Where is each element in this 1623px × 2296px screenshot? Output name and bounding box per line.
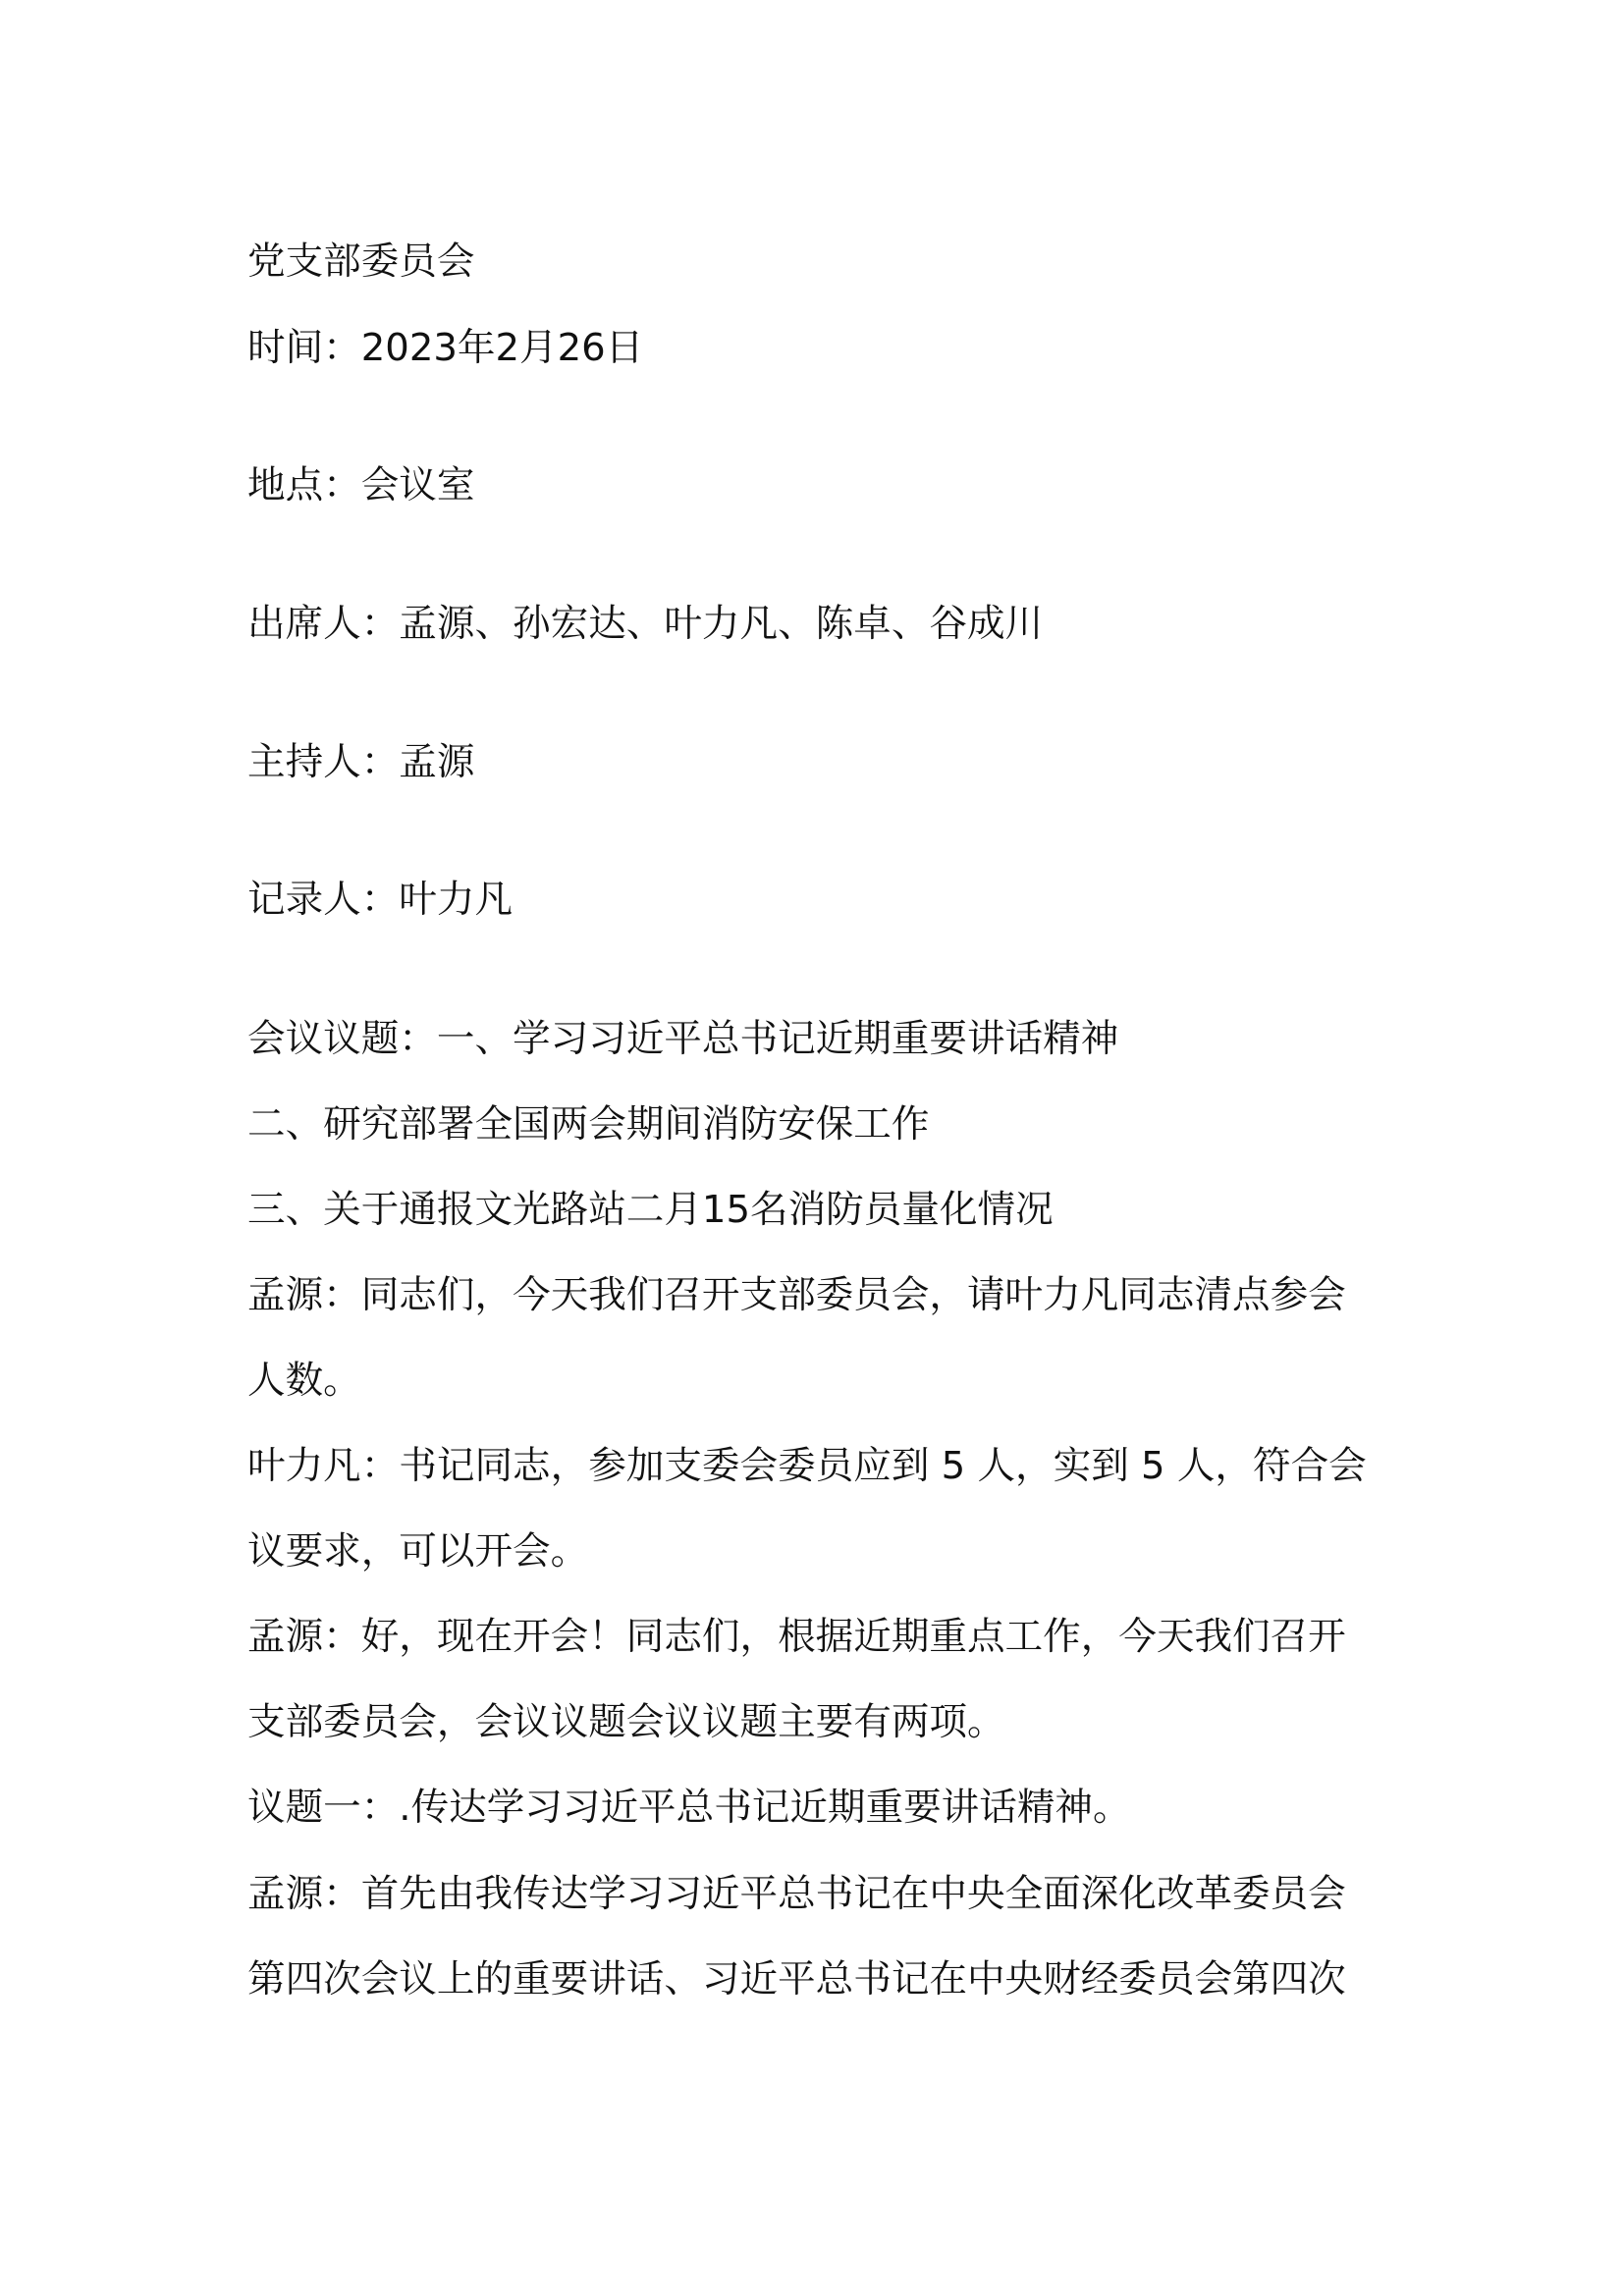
body-paragraph-line: 孟源：首先由我传达学习习近平总书记在中央全面深化改革委员会 — [247, 1872, 1346, 1916]
body-paragraph-line: 议题一：.传达学习习近平总书记近期重要讲话精神。 — [247, 1786, 1131, 1830]
meeting-location: 地点：会议室 — [247, 463, 475, 507]
body-paragraph-line: 孟源：好，现在开会！同志们，根据近期重点工作，今天我们召开 — [247, 1615, 1346, 1659]
body-paragraph-line: 孟源：同志们，今天我们召开支部委员会，请叶力凡同志清点参会 — [247, 1273, 1346, 1317]
body-paragraph-line: 叶力凡：书记同志，参加支委会委员应到 5 人，实到 5 人，符合会 — [247, 1444, 1367, 1488]
agenda-item-2: 二、研究部署全国两会期间消防安保工作 — [247, 1102, 930, 1147]
agenda-item-3: 三、关于通报文光路站二月15名消防员量化情况 — [247, 1188, 1054, 1232]
body-paragraph-line: 人数。 — [247, 1359, 361, 1403]
meeting-time: 时间：2023年2月26日 — [247, 326, 644, 370]
agenda-item-1: 会议议题：一、学习习近平总书记近期重要讲话精神 — [247, 1017, 1119, 1061]
org-title: 党支部委员会 — [247, 240, 475, 284]
body-paragraph-line: 第四次会议上的重要讲话、习近平总书记在中央财经委员会第四次 — [247, 1957, 1346, 2002]
recorder: 记录人：叶力凡 — [247, 878, 514, 922]
body-paragraph-line: 支部委员会，会议议题会议议题主要有两项。 — [247, 1700, 1005, 1744]
body-paragraph-line: 议要求，可以开会。 — [247, 1529, 589, 1574]
attendees: 出席人：孟源、孙宏达、叶力凡、陈卓、谷成川 — [247, 602, 1044, 646]
host: 主持人：孟源 — [247, 740, 475, 784]
